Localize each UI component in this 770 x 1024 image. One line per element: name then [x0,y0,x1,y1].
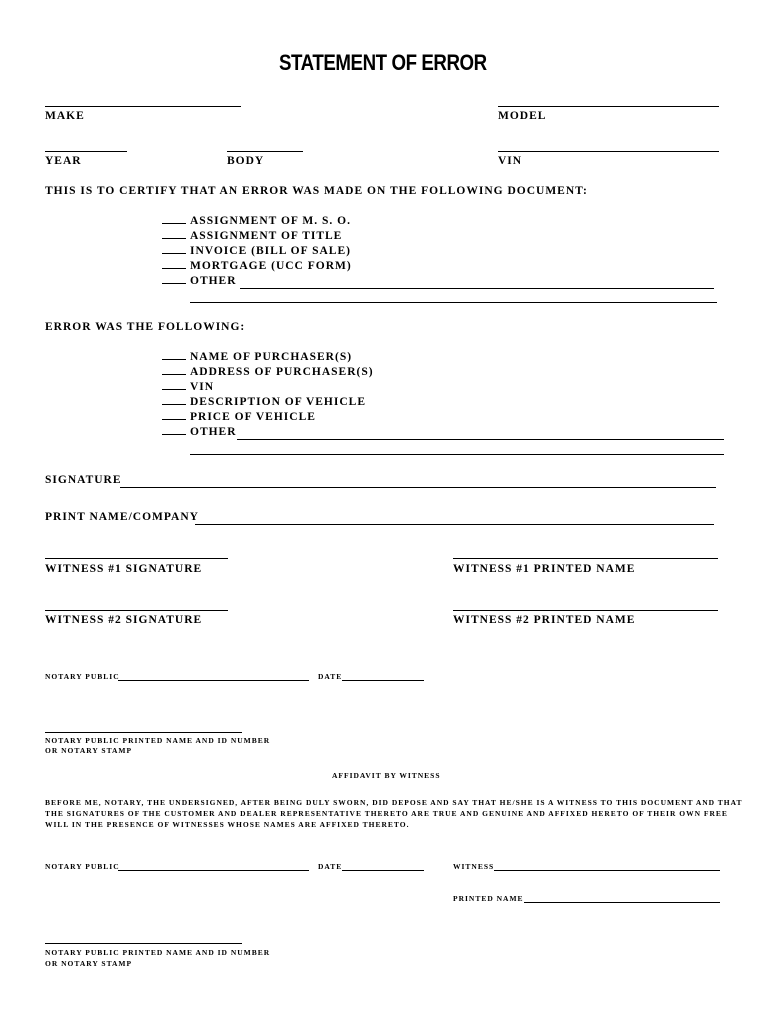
make-label: MAKE [45,110,85,122]
witness1-name-line[interactable] [453,558,718,559]
witness1-name-label: WITNESS #1 PRINTED NAME [453,563,636,575]
doc-label: INVOICE (BILL OF SALE) [190,245,351,257]
checkbox-line[interactable] [162,223,186,224]
notary-printed-name-label-2: NOTARY PUBLIC PRINTED NAME AND ID NUMBER [45,948,271,957]
notary-date-line-2[interactable] [342,870,424,871]
checkbox-line[interactable] [162,268,186,269]
witness-label: WITNESS [453,862,495,871]
doc-item-other[interactable] [162,275,237,287]
signature-label: SIGNATURE [45,474,122,486]
error-label: ADDRESS OF PURCHASER(S) [190,366,374,378]
checkbox-line[interactable] [162,404,186,405]
affidavit-text-line: WILL IN THE PRESENCE OF WITNESSES WHOSE NAMES ARE AFFIXED THERETO. [45,820,410,829]
doc-item-mortgage[interactable] [162,260,352,272]
checkbox-line[interactable] [162,283,186,284]
notary-stamp-label: OR NOTARY STAMP [45,746,133,755]
notary-printed-name-line-2[interactable] [45,943,242,944]
signature-line[interactable] [120,487,716,488]
error-label: OTHER [190,426,237,438]
doc-label: ASSIGNMENT OF TITLE [190,230,343,242]
error-heading: ERROR WAS THE FOLLOWING: [45,321,246,333]
affidavit-text-line: BEFORE ME, NOTARY, THE UNDERSIGNED, AFTER BEING DULY SWORN, DID DEPOSE AND SAY THAT HE/SHE IS A WITNESS TO THIS DOCUMENT AND THAT [45,798,743,807]
witness1-signature-line[interactable] [45,558,228,559]
checkbox-line[interactable] [162,359,186,360]
notary-printed-name-line[interactable] [45,732,242,733]
witness2-name-label: WITNESS #2 PRINTED NAME [453,614,636,626]
error-item-description[interactable] [162,396,366,408]
make-line[interactable] [45,106,241,107]
model-line[interactable] [498,106,719,107]
witness2-name-line[interactable] [453,610,718,611]
error-label: NAME OF PURCHASER(S) [190,351,353,363]
notary-public-label-2: NOTARY PUBLIC [45,862,120,871]
printed-name-label: PRINTED NAME [453,894,524,903]
witness-line[interactable] [494,870,720,871]
checkbox-line[interactable] [162,389,186,390]
notary-public-line[interactable] [118,680,309,681]
notary-date-label-2: DATE [318,862,343,871]
witness2-signature-label: WITNESS #2 SIGNATURE [45,614,203,626]
doc-item-mso[interactable] [162,215,351,227]
doc-label: OTHER [190,275,237,287]
witness2-signature-line[interactable] [45,610,228,611]
error-item-other[interactable] [162,426,237,438]
notary-stamp-label-2: OR NOTARY STAMP [45,959,133,968]
model-label: MODEL [498,110,547,122]
notary-date-label: DATE [318,672,343,681]
doc-label: MORTGAGE (UCC FORM) [190,260,352,272]
year-label: YEAR [45,155,82,167]
error-item-address[interactable] [162,366,374,378]
notary-public-label: NOTARY PUBLIC [45,672,120,681]
page-title: STATEMENT OF ERROR [279,50,487,75]
doc-item-title[interactable] [162,230,342,242]
error-item-price[interactable] [162,411,316,423]
checkbox-line[interactable] [162,238,186,239]
doc-label: ASSIGNMENT OF M. S. O. [190,215,351,227]
checkbox-line[interactable] [162,374,186,375]
checkbox-line[interactable] [162,419,186,420]
doc-item-invoice[interactable] [162,245,351,257]
checkbox-line[interactable] [162,434,186,435]
notary-public-line-2[interactable] [118,870,309,871]
error-item-name[interactable] [162,351,352,363]
affidavit-text-line: THE SIGNATURES OF THE CUSTOMER AND DEALER REPRESENTATIVE THERETO ARE TRUE AND GENUINE AND AFFIXED HERETO OF THEIR OWN FREE [45,809,728,818]
error-label: PRICE OF VEHICLE [190,411,316,423]
checkbox-line[interactable] [162,253,186,254]
printed-name-line[interactable] [524,902,720,903]
certify-statement: THIS IS TO CERTIFY THAT AN ERROR WAS MADE ON THE FOLLOWING DOCUMENT: [45,185,588,197]
error-other-line-2[interactable] [190,454,724,455]
doc-other-line-2[interactable] [190,302,717,303]
notary-date-line[interactable] [342,680,424,681]
vin-line[interactable] [498,151,719,152]
error-item-vin[interactable] [162,381,214,393]
affidavit-title: AFFIDAVIT BY WITNESS [332,771,441,780]
error-other-line[interactable] [237,439,724,440]
print-name-label: PRINT NAME/COMPANY [45,511,199,523]
witness1-signature-label: WITNESS #1 SIGNATURE [45,563,203,575]
error-label: VIN [190,381,215,393]
year-line[interactable] [45,151,127,152]
notary-printed-name-label: NOTARY PUBLIC PRINTED NAME AND ID NUMBER [45,736,271,745]
body-line[interactable] [227,151,303,152]
print-name-line[interactable] [195,524,714,525]
vin-label: VIN [498,155,523,167]
error-label: DESCRIPTION OF VEHICLE [190,396,367,408]
body-label: BODY [227,155,265,167]
doc-other-line[interactable] [240,288,714,289]
